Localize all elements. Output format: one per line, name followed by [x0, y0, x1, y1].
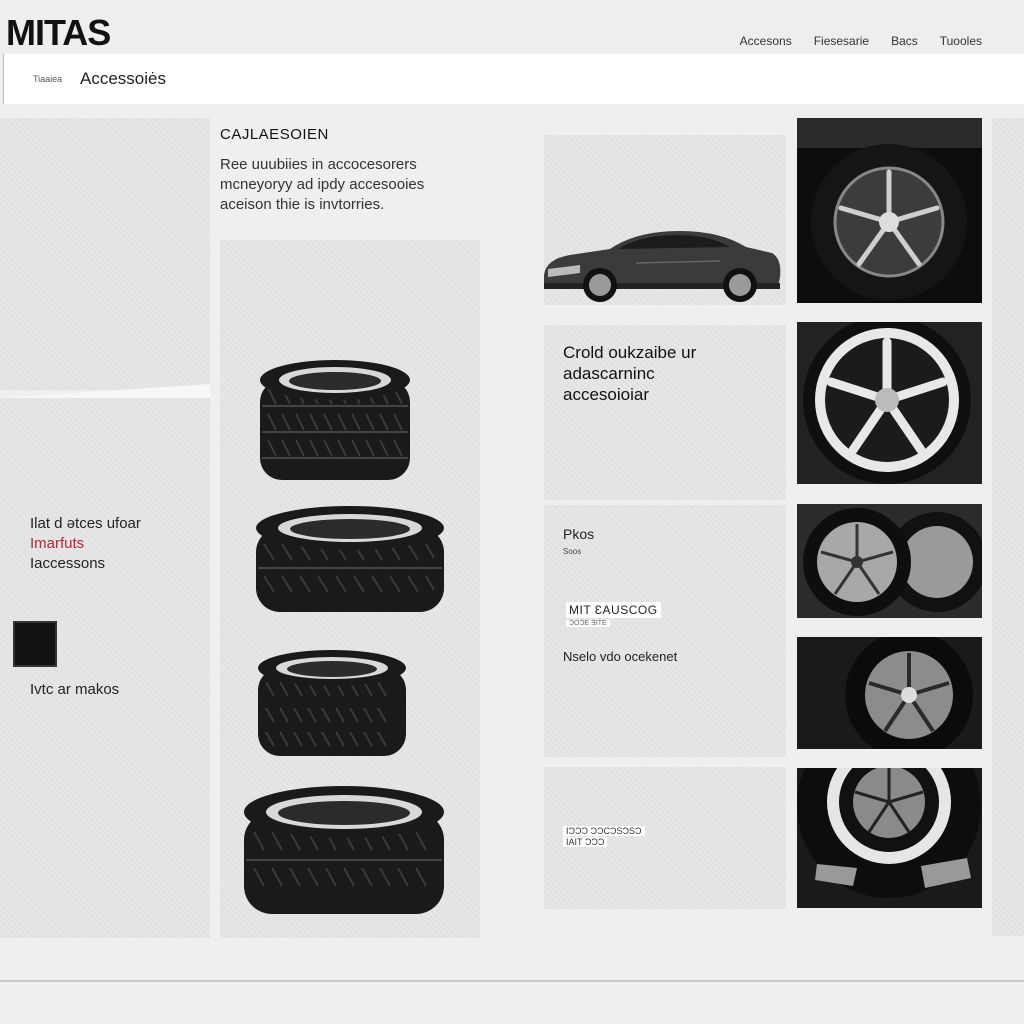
left-panel-top [0, 118, 210, 390]
nav-item-tuooles[interactable]: Tuooles [939, 34, 982, 48]
product-title: MIT ƐAUSCOG [566, 602, 661, 618]
nav-item-bacs[interactable]: Bacs [891, 34, 918, 48]
car-image[interactable] [540, 225, 784, 305]
left-text-line: Ilat d ətces ufoar [30, 515, 141, 532]
description-line: aceison thie is invtorries. [220, 196, 385, 213]
info-sublabel: Soos [563, 547, 582, 556]
wheel-photo-5[interactable] [797, 768, 982, 908]
product-note[interactable]: Nselo vdo ocekenet [563, 649, 678, 664]
wheel-icon [797, 637, 982, 749]
card-title-line: Crold oukzaibe ur [563, 343, 697, 362]
detail-line: IAIT ƆƆƆ [563, 837, 607, 847]
tire-stack-icon[interactable] [258, 358, 412, 488]
tire-icon[interactable] [242, 784, 446, 920]
alloy-wheel-icon [797, 118, 982, 303]
info-panel [544, 505, 786, 757]
info-label: Pkos [563, 526, 595, 542]
alloy-wheel-icon [797, 322, 982, 484]
main-nav [740, 34, 982, 48]
product-subtitle: ƆOƆE ƎITE [566, 620, 610, 627]
tire-stack-panel [220, 240, 480, 938]
card-title-line: accesoioiar [563, 385, 649, 404]
tire-icon[interactable] [254, 504, 446, 620]
tire-closeup-icon [797, 768, 982, 908]
footer-divider [0, 980, 1024, 982]
car-panel [544, 135, 786, 305]
wheel-photo-4[interactable] [797, 637, 982, 749]
card-title [563, 342, 696, 405]
nav-item-accesons[interactable]: Accesons [739, 34, 792, 48]
color-swatch[interactable] [13, 621, 57, 667]
section-description [220, 155, 460, 215]
page-title: Accessoiės [80, 69, 166, 88]
left-text-line: Iaccessons [30, 555, 106, 572]
breadcrumb[interactable]: Tiaaiea [33, 74, 63, 84]
nav-item-fiesesarie[interactable]: Fiesesarie [813, 34, 870, 48]
wheel-photo-3[interactable] [797, 504, 982, 618]
description-line: Ree uuubiies in accocesorers [220, 156, 417, 173]
wheel-photo-1[interactable] [797, 118, 982, 303]
tire-icon[interactable] [256, 648, 408, 760]
section-heading: CAJLAESOIEN [220, 126, 329, 143]
left-text-accent: Imarfuts [30, 535, 85, 552]
left-bottom-label[interactable]: Ivtc ar makos [30, 681, 120, 698]
description-line: mcneyoryy ad ipdy accesooies [220, 176, 425, 193]
detail-line: IƆƆƆ ƆƆCƆSƆSƆ [563, 826, 645, 836]
left-text-block [30, 514, 141, 574]
card-title-line: adascarninc [563, 364, 655, 383]
brand-logo[interactable]: MITAS [6, 12, 111, 53]
right-edge-panel [992, 118, 1024, 936]
wheel-pair-icon [797, 504, 982, 618]
left-panel-bottom [0, 398, 210, 938]
wheel-photo-2[interactable] [797, 322, 982, 484]
